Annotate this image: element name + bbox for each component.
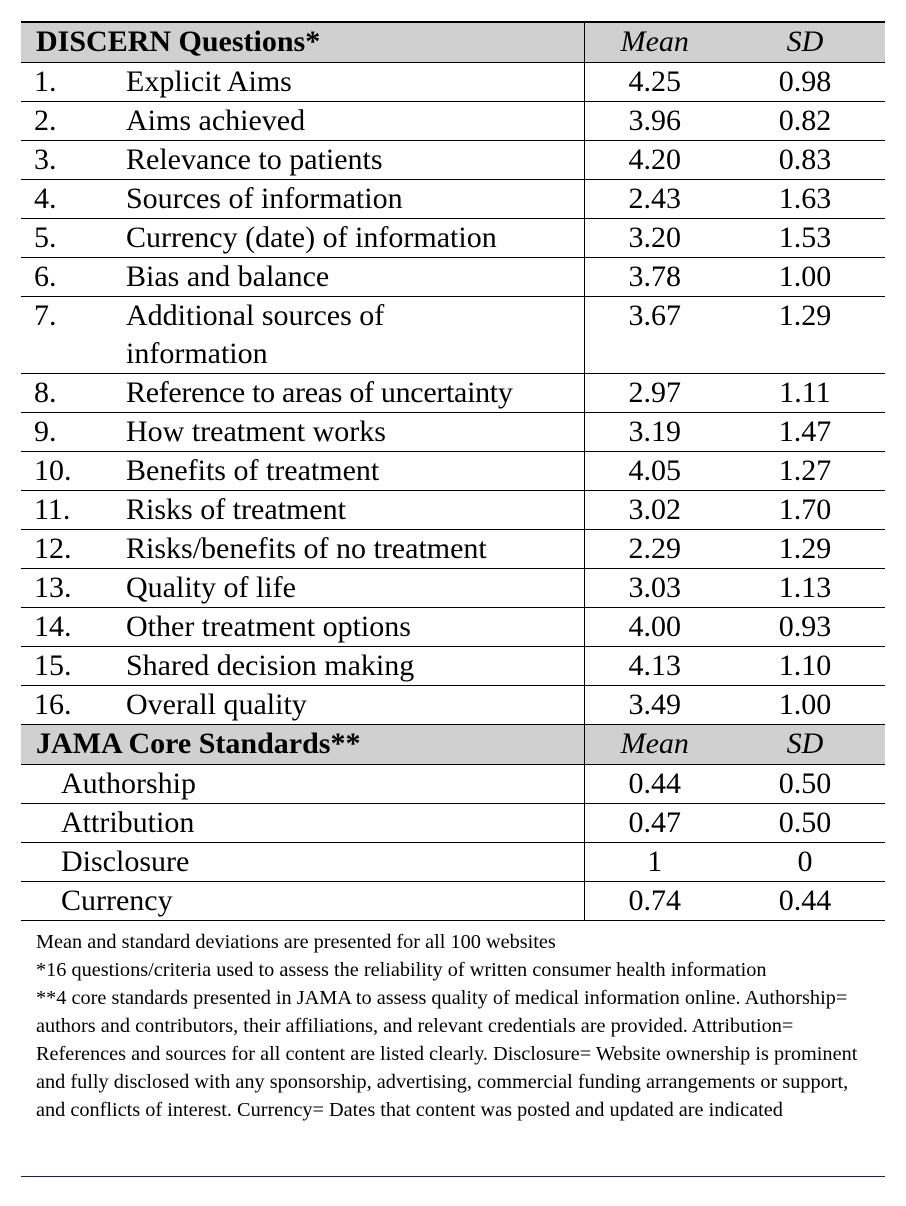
- mean-value: 3.19: [584, 413, 725, 452]
- discern-row: [21, 608, 885, 647]
- discern-row: [21, 63, 885, 102]
- question-label: Other treatment options: [126, 610, 411, 643]
- sd-value: 1.13: [725, 569, 885, 608]
- discern-row: [21, 530, 885, 569]
- mean-value: 4.00: [584, 608, 725, 647]
- discern-header-row: [21, 22, 885, 63]
- footnote-jama: **4 core standards presented in JAMA to assess quality of medical information online. Authorship= authors and contributors, their affiliations, and relevant credentials are provided. Attribution= References and sources for all content are listed clearly. Disclosure= Website ownership is prominent and fully disclosed with any sponsorship, advertising, commercial funding arrangements or support, and conflicts of interest. Currency= Dates that content was posted and updated are indicated: [36, 987, 858, 1121]
- standard-label: Authorship: [21, 765, 584, 804]
- question-number: 5.: [34, 221, 57, 254]
- sd-value: 0.93: [725, 608, 885, 647]
- footnote-general: Mean and standard deviations are presented for all 100 websites: [36, 931, 556, 953]
- results-table-container: [21, 21, 885, 921]
- mean-value: 2.43: [584, 180, 725, 219]
- question-label: Aims achieved: [126, 104, 306, 137]
- question-cell: [21, 102, 584, 141]
- question-cell: [21, 180, 584, 219]
- question-label: Additional sources of information: [126, 299, 385, 370]
- question-cell: [21, 608, 584, 647]
- jama-header-title: JAMA Core Standards**: [21, 725, 584, 765]
- question-label: Reference to areas of uncertainty: [126, 376, 513, 409]
- question-number: 13.: [34, 571, 72, 604]
- discern-jama-table: [21, 21, 885, 921]
- sd-value: 1.10: [725, 647, 885, 686]
- discern-row: [21, 219, 885, 258]
- sd-value: 1.00: [725, 258, 885, 297]
- standard-label: Currency: [21, 882, 584, 921]
- question-number: 8.: [34, 376, 57, 409]
- mean-value: 4.13: [584, 647, 725, 686]
- discern-row: [21, 258, 885, 297]
- mean-value: 4.05: [584, 452, 725, 491]
- question-cell: [21, 530, 584, 569]
- discern-row: [21, 297, 885, 374]
- question-number: 3.: [34, 143, 57, 176]
- question-label: How treatment works: [126, 415, 386, 448]
- jama-header-row: [21, 725, 885, 765]
- mean-value: 2.97: [584, 374, 725, 413]
- sd-value: 0.82: [725, 102, 885, 141]
- question-cell: [21, 647, 584, 686]
- sd-value: 1.63: [725, 180, 885, 219]
- discern-header-title: DISCERN Questions*: [21, 22, 584, 63]
- mean-value: 4.20: [584, 141, 725, 180]
- question-cell: [21, 491, 584, 530]
- sd-value: 1.29: [725, 530, 885, 569]
- jama-header-sd: SD: [725, 725, 885, 765]
- discern-row: [21, 686, 885, 725]
- discern-row: [21, 102, 885, 141]
- sd-value: 0.50: [725, 765, 885, 804]
- discern-row: [21, 569, 885, 608]
- sd-value: 1.29: [725, 297, 885, 374]
- discern-row: [21, 491, 885, 530]
- jama-row: [21, 843, 885, 882]
- question-label: Overall quality: [126, 688, 307, 721]
- question-label: Relevance to patients: [126, 143, 383, 176]
- question-label: Shared decision making: [126, 649, 415, 682]
- mean-value: 3.20: [584, 219, 725, 258]
- question-number: 16.: [34, 688, 72, 721]
- sd-value: 1.00: [725, 686, 885, 725]
- footnote-discern: *16 questions/criteria used to assess the reliability of written consumer health information: [36, 959, 767, 981]
- sd-value: 0.50: [725, 804, 885, 843]
- standard-label: Attribution: [21, 804, 584, 843]
- question-number: 2.: [34, 104, 57, 137]
- discern-row: [21, 374, 885, 413]
- discern-row: [21, 180, 885, 219]
- jama-row: [21, 804, 885, 843]
- mean-value: 2.29: [584, 530, 725, 569]
- sd-value: 1.47: [725, 413, 885, 452]
- sd-value: 1.11: [725, 374, 885, 413]
- question-number: 14.: [34, 610, 72, 643]
- question-cell: [21, 569, 584, 608]
- question-label: Sources of information: [126, 182, 403, 215]
- discern-row: [21, 413, 885, 452]
- discern-header-mean: Mean: [584, 22, 725, 63]
- question-cell: [21, 297, 584, 374]
- mean-value: 3.67: [584, 297, 725, 374]
- question-cell: [21, 686, 584, 725]
- question-number: 12.: [34, 532, 72, 565]
- question-cell: [21, 374, 584, 413]
- sd-value: 0.83: [725, 141, 885, 180]
- mean-value: 3.78: [584, 258, 725, 297]
- mean-value: 0.44: [584, 765, 725, 804]
- question-cell: [21, 452, 584, 491]
- question-label: Risks of treatment: [126, 493, 346, 526]
- question-cell: [21, 258, 584, 297]
- mean-value: 0.74: [584, 882, 725, 921]
- discern-row: [21, 647, 885, 686]
- question-number: 1.: [34, 65, 57, 98]
- jama-header-mean: Mean: [584, 725, 725, 765]
- standard-label: Disclosure: [21, 843, 584, 882]
- question-number: 9.: [34, 415, 57, 448]
- mean-value: 4.25: [584, 63, 725, 102]
- question-number: 10.: [34, 454, 72, 487]
- mean-value: 3.02: [584, 491, 725, 530]
- sd-value: 1.53: [725, 219, 885, 258]
- question-label: Explicit Aims: [126, 65, 292, 98]
- question-number: 15.: [34, 649, 72, 682]
- mean-value: 3.96: [584, 102, 725, 141]
- jama-row: [21, 882, 885, 921]
- question-label: Bias and balance: [126, 260, 330, 293]
- mean-value: 3.03: [584, 569, 725, 608]
- bottom-rule: [21, 1176, 885, 1177]
- sd-value: 0: [725, 843, 885, 882]
- question-number: 11.: [34, 493, 71, 526]
- jama-row: [21, 765, 885, 804]
- discern-row: [21, 452, 885, 491]
- question-cell: [21, 219, 584, 258]
- question-label: Currency (date) of information: [126, 221, 497, 254]
- question-number: 6.: [34, 260, 57, 293]
- question-cell: [21, 413, 584, 452]
- question-cell: [21, 63, 584, 102]
- question-label: Risks/benefits of no treatment: [126, 532, 487, 565]
- mean-value: 0.47: [584, 804, 725, 843]
- sd-value: 0.98: [725, 63, 885, 102]
- mean-value: 1: [584, 843, 725, 882]
- question-cell: [21, 141, 584, 180]
- sd-value: 1.70: [725, 491, 885, 530]
- question-number: 7.: [34, 299, 57, 332]
- question-label: Quality of life: [126, 571, 296, 604]
- mean-value: 3.49: [584, 686, 725, 725]
- sd-value: 1.27: [725, 452, 885, 491]
- question-number: 4.: [34, 182, 57, 215]
- discern-row: [21, 141, 885, 180]
- question-label: Benefits of treatment: [126, 454, 380, 487]
- table-footnotes: [36, 928, 876, 1124]
- discern-header-sd: SD: [725, 22, 885, 63]
- sd-value: 0.44: [725, 882, 885, 921]
